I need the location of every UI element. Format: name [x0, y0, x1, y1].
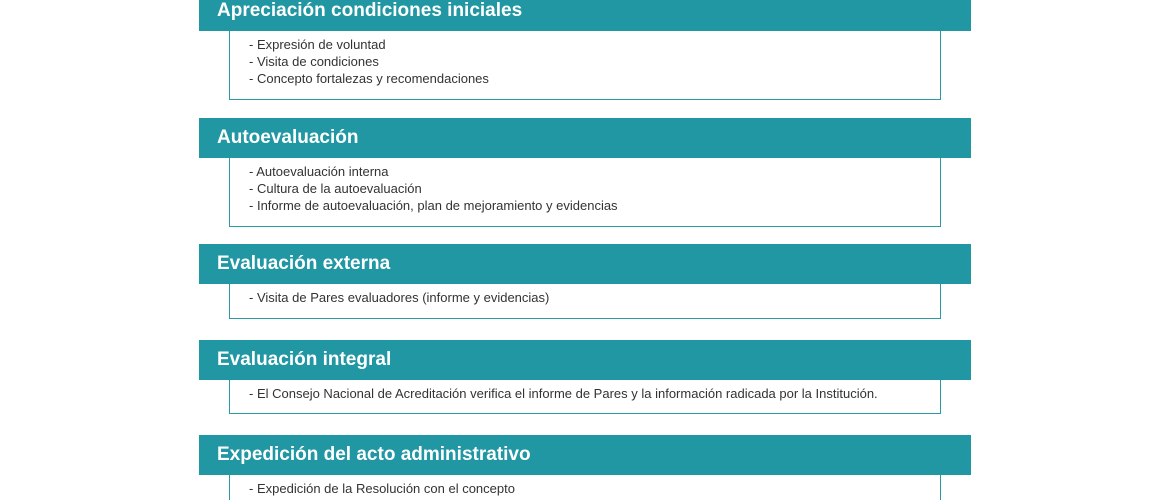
step-title: Evaluación externa [199, 244, 971, 284]
step-title: Autoevaluación [199, 118, 971, 158]
step-detail-item: - Informe de autoevaluación, plan de mejoramiento y evidencias [249, 197, 940, 214]
step-details [229, 31, 941, 100]
step-details [229, 284, 941, 319]
step-details [229, 380, 941, 414]
step-detail-item: - Expresión de voluntad [249, 36, 940, 53]
step-detail-item: - Visita de Pares evaluadores (informe y evidencias) [249, 289, 940, 306]
step-detail-item: - Expedición de la Resolución con el concepto [249, 480, 940, 497]
step-detail-item: - Concepto fortalezas y recomendaciones [249, 70, 940, 87]
step-details [229, 475, 941, 500]
step-detail-item: - Autoevaluación interna [249, 163, 940, 180]
step-title: Apreciación condiciones iniciales [199, 0, 971, 31]
step-title: Evaluación integral [199, 340, 971, 380]
step-details [229, 158, 941, 227]
step-detail-item: - El Consejo Nacional de Acreditación verifica el informe de Pares y la información radicada por la Institución. [249, 385, 940, 402]
step-detail-item: - Cultura de la autoevaluación [249, 180, 940, 197]
step-detail-item: - Visita de condiciones [249, 53, 940, 70]
step-title: Expedición del acto administrativo [199, 435, 971, 475]
